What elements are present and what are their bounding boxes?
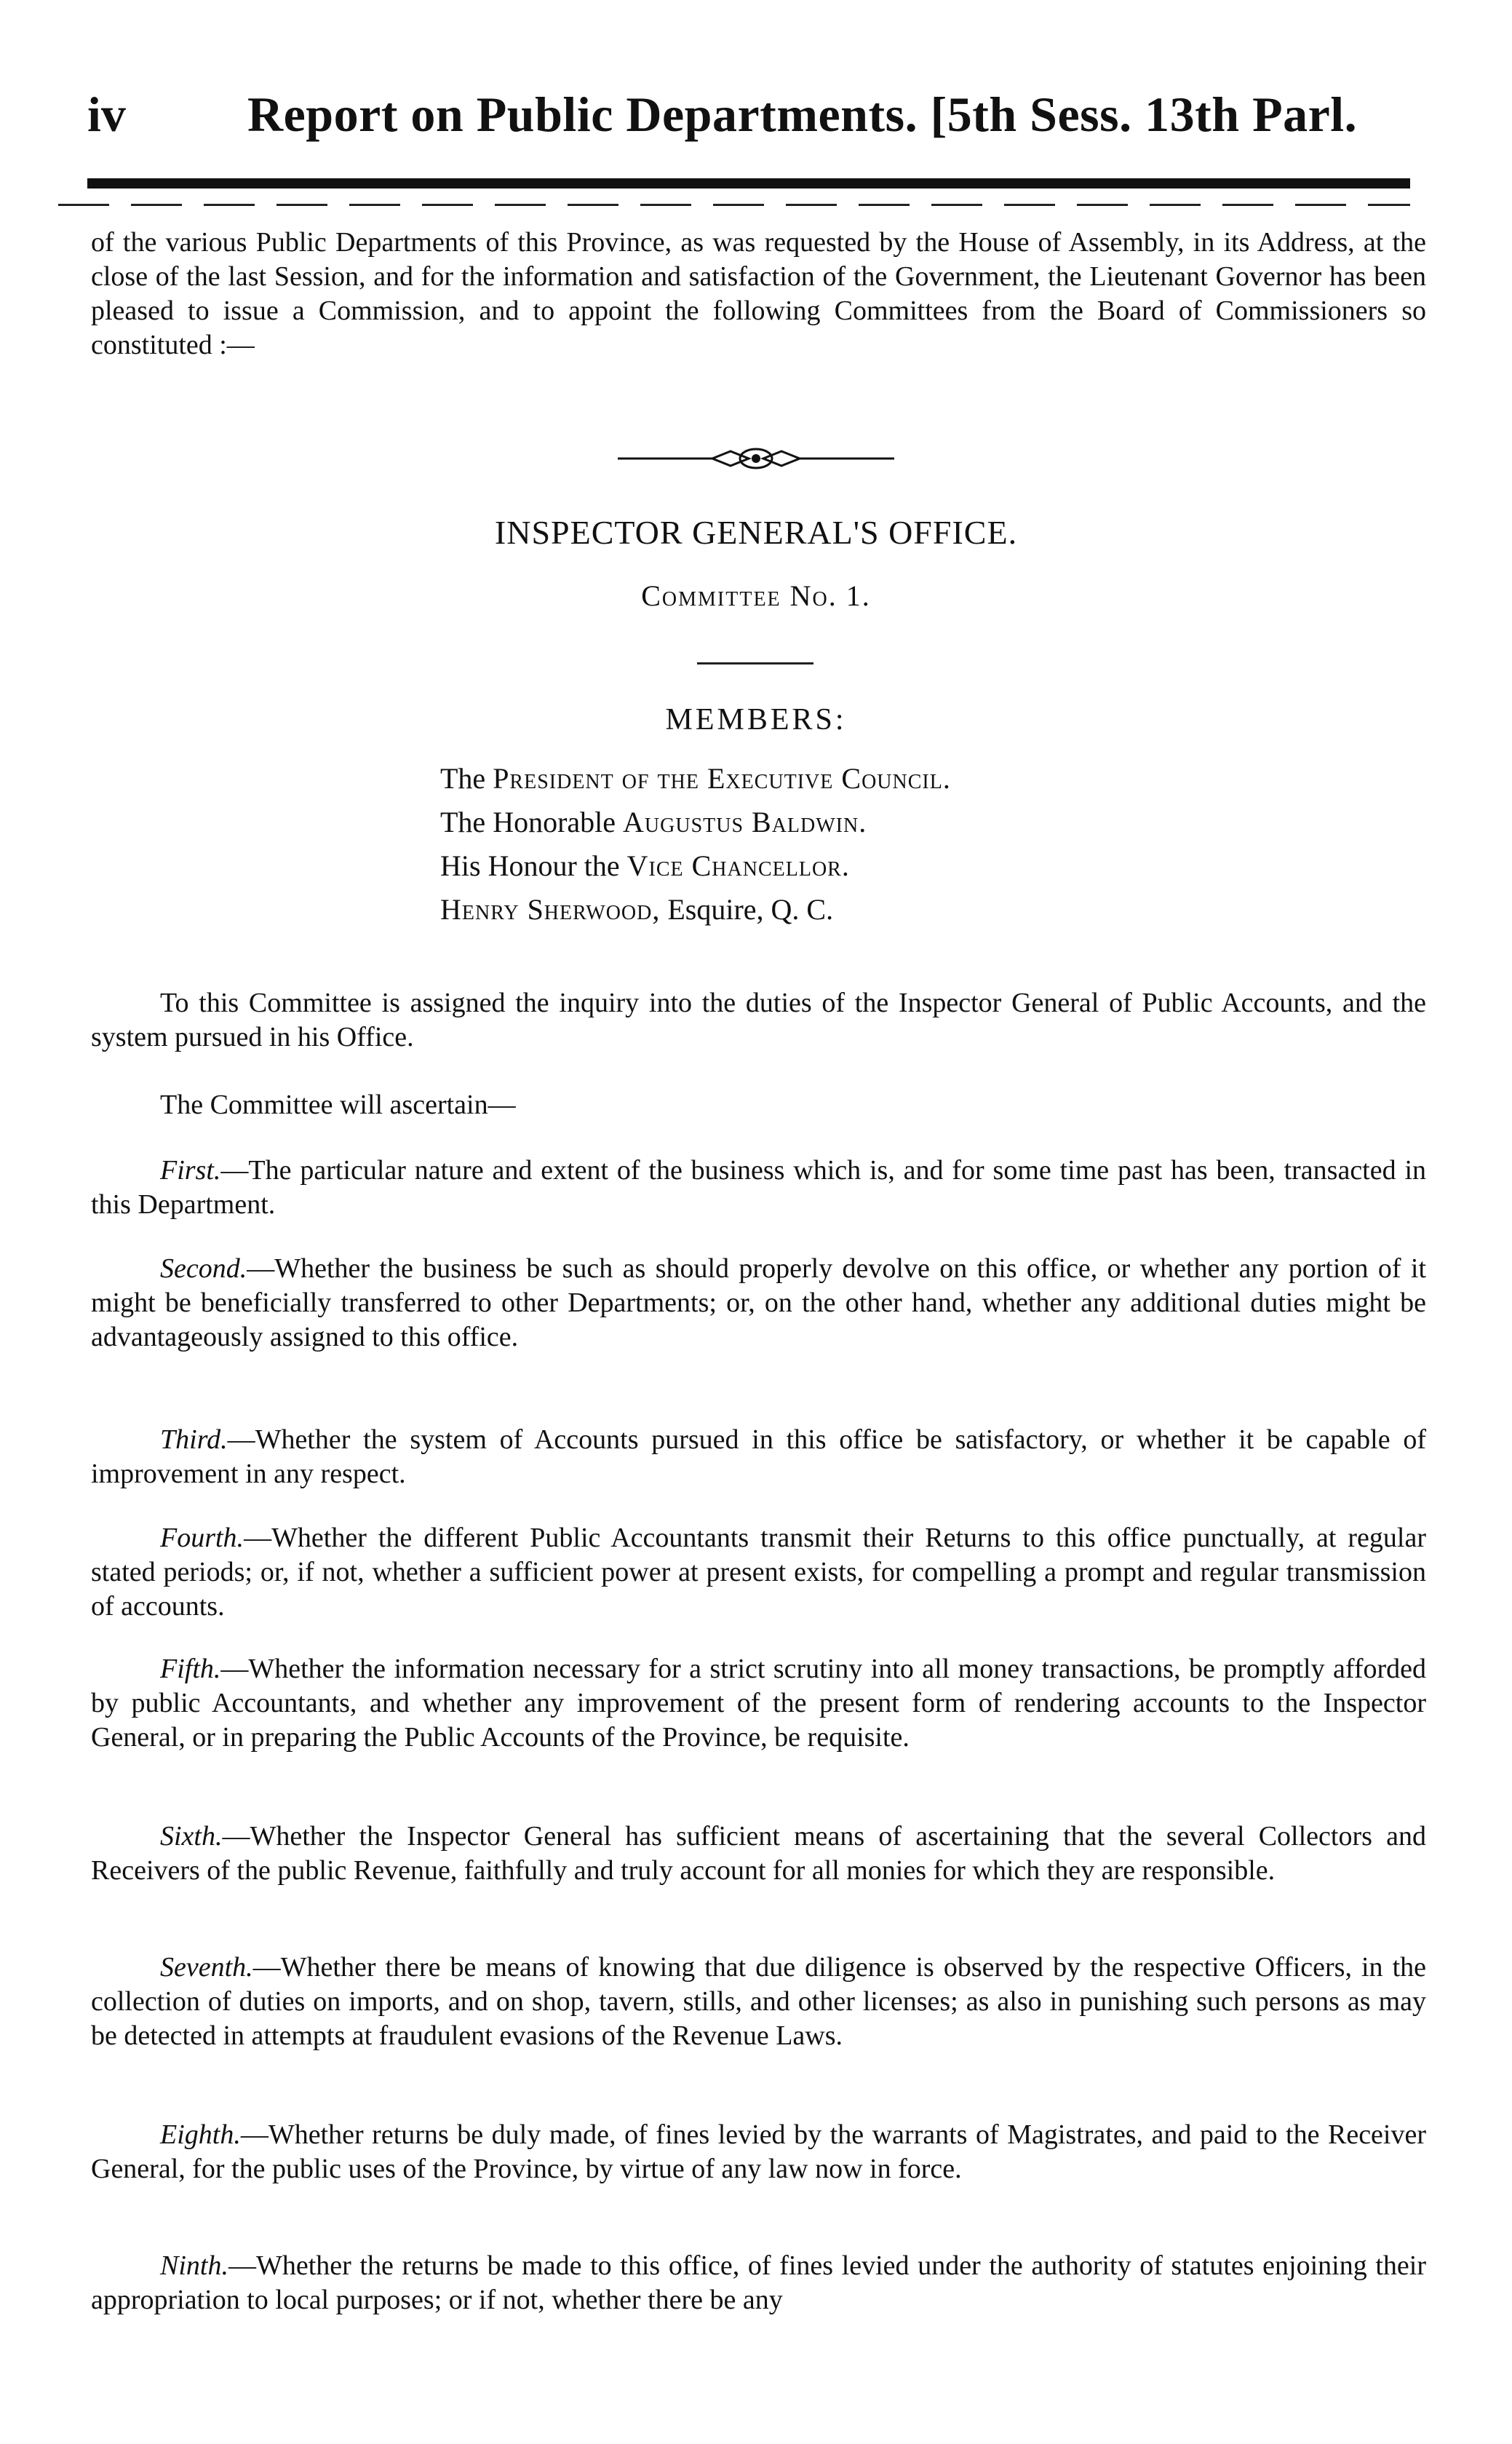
- item-paragraph: Fifth.—Whether the information necessary for a strict scrutiny into all money transactions, be promptly afforded by public Accountants, and whether any improvement of the present form of rendering accounts to the Inspector General, or in preparing the Public Accounts of the Province, be requisite.: [91, 1654, 1426, 1753]
- item-paragraph: First.—The particular nature and extent of the business which is, and for some time past has been, transacted in this Department.: [91, 1155, 1426, 1220]
- committee-number: Committee No. 1.: [641, 579, 871, 612]
- item-label: Sixth.: [160, 1821, 223, 1852]
- page-number: iv: [87, 87, 126, 142]
- running-header: [87, 86, 1425, 144]
- assignment-paragraph: To this Committee is assigned the inquiry into the duties of the Inspector General of Public Accounts, and the system pursued in his Office.: [91, 988, 1426, 1052]
- ascertain-paragraph: The Committee will ascertain—: [160, 1090, 516, 1120]
- item-paragraph: Third.—Whether the system of Accounts pursued in this office be satisfactory, or whether it be capable of improvement in any respect.: [91, 1424, 1426, 1489]
- member-name: President of the Executive Council.: [493, 762, 951, 795]
- member-name: Henry Sherwood,: [440, 893, 661, 926]
- item-paragraph: Fourth.—Whether the different Public Accountants transmit their Returns to this office punctually, at regular stated periods; or, if not, whether a sufficient power at present exists, for compelling a prompt and regular transmission of accounts.: [91, 1523, 1426, 1622]
- member-entry: The President of the Executive Council.: [440, 762, 951, 795]
- member-name: Augustus Baldwin.: [623, 806, 867, 838]
- item-label: Seventh.: [160, 1952, 253, 1983]
- item-label: Second.: [160, 1253, 247, 1284]
- member-entry: His Honour the Vice Chancellor.: [440, 849, 850, 882]
- item-paragraph: Seventh.—Whether there be means of knowing that due diligence is observed by the respective Officers, in the collection of duties on imports, and on shop, tavern, stills, and other licenses; as also in punishing such persons as may be detected in attempts at fraudulent evasions of the Revenue Laws.: [91, 1952, 1426, 2051]
- running-title: Report on Public Departments. [5th Sess. 13th Parl.: [247, 87, 1358, 142]
- item-paragraph: Second.—Whether the business be such as should properly devolve on this office, or whether any portion of it might be beneficially transferred to other Departments; or, on the other hand, whether any additional duties might be advantageously assigned to this office.: [91, 1253, 1426, 1352]
- item-paragraph: Sixth.—Whether the Inspector General has sufficient means of ascertaining that the several Collectors and Receivers of the public Revenue, faithfully and truly account for all monies for which they are responsible.: [91, 1821, 1426, 1886]
- flourish-ornament-icon: [0, 444, 1512, 477]
- member-entry: The Honorable Augustus Baldwin.: [440, 806, 867, 838]
- item-paragraph: Ninth.—Whether the returns be made to this office, of fines levied under the authority of statutes enjoining their appropriation to local purposes; or if not, whether there be any: [91, 2250, 1426, 2315]
- item-label: Fourth.: [160, 1523, 244, 1553]
- members-heading: MEMBERS:: [665, 703, 847, 737]
- item-label: First.: [160, 1155, 221, 1186]
- member-entry: Henry Sherwood, Esquire, Q. C.: [440, 893, 834, 926]
- section-rule: [697, 662, 813, 664]
- members-list: [440, 757, 951, 932]
- item-paragraph: Eighth.—Whether returns be duly made, of fines levied by the warrants of Magistrates, and paid to the Receiver General, for the public uses of the Province, by virtue of any law now in force.: [91, 2119, 1426, 2184]
- item-label: Ninth.: [160, 2250, 228, 2281]
- item-label: Eighth.: [160, 2119, 241, 2150]
- intro-paragraph: of the various Public Departments of this Province, as was requested by the House of Assembly, in its Address, at the close of the last Session, and for the information and satisfaction of the Government, the Lieutenant Governor has been pleased to issue a Commission, and to appoint the following Committees from the Board of Commissioners so constituted :—: [91, 227, 1426, 360]
- member-name: Vice Chancellor.: [626, 849, 850, 882]
- header-rule-thin: [58, 204, 1410, 206]
- item-label: Third.: [160, 1424, 228, 1455]
- header-rule-thick: [87, 178, 1410, 189]
- item-label: Fifth.: [160, 1654, 221, 1684]
- office-heading: INSPECTOR GENERAL'S OFFICE.: [494, 514, 1018, 551]
